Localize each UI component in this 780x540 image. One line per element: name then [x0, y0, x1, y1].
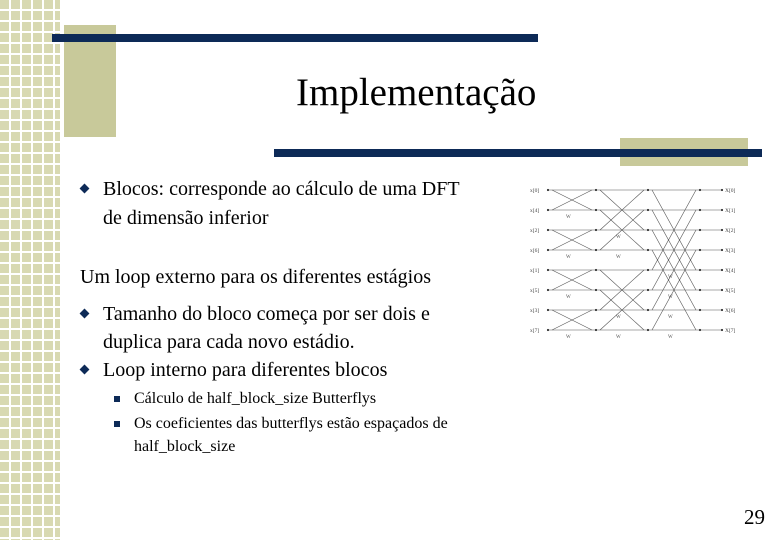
butterfly-node [647, 189, 649, 191]
butterfly-node [721, 269, 723, 271]
input-label: x[6] [530, 248, 540, 254]
sub-bullet-calculo: Cálculo de half_block_size Butterflys [134, 390, 377, 407]
butterfly-node [547, 189, 549, 191]
output-label: X[1] [725, 208, 736, 214]
butterfly-node [595, 309, 597, 311]
bullet-loop-interno: Loop interno para diferentes blocos [103, 359, 388, 381]
butterfly-node [699, 269, 701, 271]
output-label: X[6] [725, 308, 736, 314]
square-bullet-icon [114, 396, 120, 402]
twiddle-label: W [616, 335, 621, 340]
butterfly-node [547, 329, 549, 331]
input-label: x[4] [530, 208, 540, 214]
butterfly-node [647, 329, 649, 331]
butterfly-node [647, 249, 649, 251]
diamond-bullet-icon [80, 309, 90, 319]
butterfly-node [647, 289, 649, 291]
square-bullet-icon [114, 421, 120, 427]
butterfly-node [595, 269, 597, 271]
butterfly-node [721, 189, 723, 191]
bullet-blocos-line2: de dimensão inferior [103, 207, 269, 229]
input-label: x[7] [530, 328, 540, 334]
butterfly-node [699, 249, 701, 251]
butterfly-node [647, 209, 649, 211]
butterfly-node [721, 309, 723, 311]
output-label: X[3] [725, 248, 736, 254]
twiddle-label: W [566, 255, 571, 260]
bullet-blocos-line1: Blocos: corresponde ao cálculo de uma DFT [103, 178, 460, 200]
butterfly-node [547, 269, 549, 271]
twiddle-label: W [566, 215, 571, 220]
sub-bullet-coeficientes-line1: Os coeficientes das butterflys estão espaçados de [134, 415, 448, 432]
butterfly-node [547, 229, 549, 231]
butterfly-node [595, 209, 597, 211]
input-label: x[5] [530, 288, 540, 294]
butterfly-node [721, 289, 723, 291]
butterfly-node [699, 309, 701, 311]
bullet-tamanho-line1: Tamanho do bloco começa por ser dois e [103, 303, 430, 325]
sub-bullet-coeficientes-line2: half_block_size [134, 438, 236, 455]
output-label: X[4] [725, 268, 736, 274]
fft-butterfly-diagram [528, 182, 744, 342]
input-label: x[1] [530, 268, 540, 274]
output-label: X[7] [725, 328, 736, 334]
twiddle-label: W [668, 335, 673, 340]
output-label: X[0] [725, 188, 736, 194]
output-label: X[2] [725, 228, 736, 234]
butterfly-node [595, 329, 597, 331]
butterfly-node [595, 189, 597, 191]
diamond-bullet-icon [80, 365, 90, 375]
input-label: x[0] [530, 188, 540, 194]
page-number: 29 [744, 505, 765, 529]
butterfly-node [721, 209, 723, 211]
butterfly-node [595, 249, 597, 251]
butterfly-node [595, 289, 597, 291]
butterfly-node [647, 309, 649, 311]
butterfly-node [721, 329, 723, 331]
butterfly-node [595, 229, 597, 231]
butterfly-node [547, 309, 549, 311]
diamond-bullet-icon [80, 184, 90, 194]
twiddle-label: W [566, 295, 571, 300]
twiddle-label: W [616, 315, 621, 320]
butterfly-node [547, 289, 549, 291]
input-label: x[3] [530, 308, 540, 314]
butterfly-node [721, 249, 723, 251]
butterfly-node [699, 289, 701, 291]
twiddle-label: W [616, 235, 621, 240]
twiddle-label: W [668, 295, 673, 300]
decor-navy-bar-top [52, 34, 538, 42]
butterfly-node [547, 249, 549, 251]
twiddle-label: W [668, 275, 673, 280]
input-label: x[2] [530, 228, 540, 234]
twiddle-label: W [616, 255, 621, 260]
butterfly-node [547, 209, 549, 211]
bullet-tamanho-line2: duplica para cada novo estádio. [103, 331, 355, 353]
output-label: X[5] [725, 288, 736, 294]
butterfly-node [647, 229, 649, 231]
butterfly-node [699, 329, 701, 331]
twiddle-label: W [668, 315, 673, 320]
butterfly-node [647, 269, 649, 271]
decorative-stripes [0, 0, 60, 540]
butterfly-node [721, 229, 723, 231]
twiddle-label: W [566, 335, 571, 340]
butterfly-node [699, 209, 701, 211]
butterfly-node [699, 229, 701, 231]
decor-navy-bar-bottom [274, 149, 762, 157]
slide-title: Implementação [296, 71, 537, 114]
butterfly-node [699, 189, 701, 191]
plain-loop-externo: Um loop externo para os diferentes estágios [80, 266, 432, 288]
